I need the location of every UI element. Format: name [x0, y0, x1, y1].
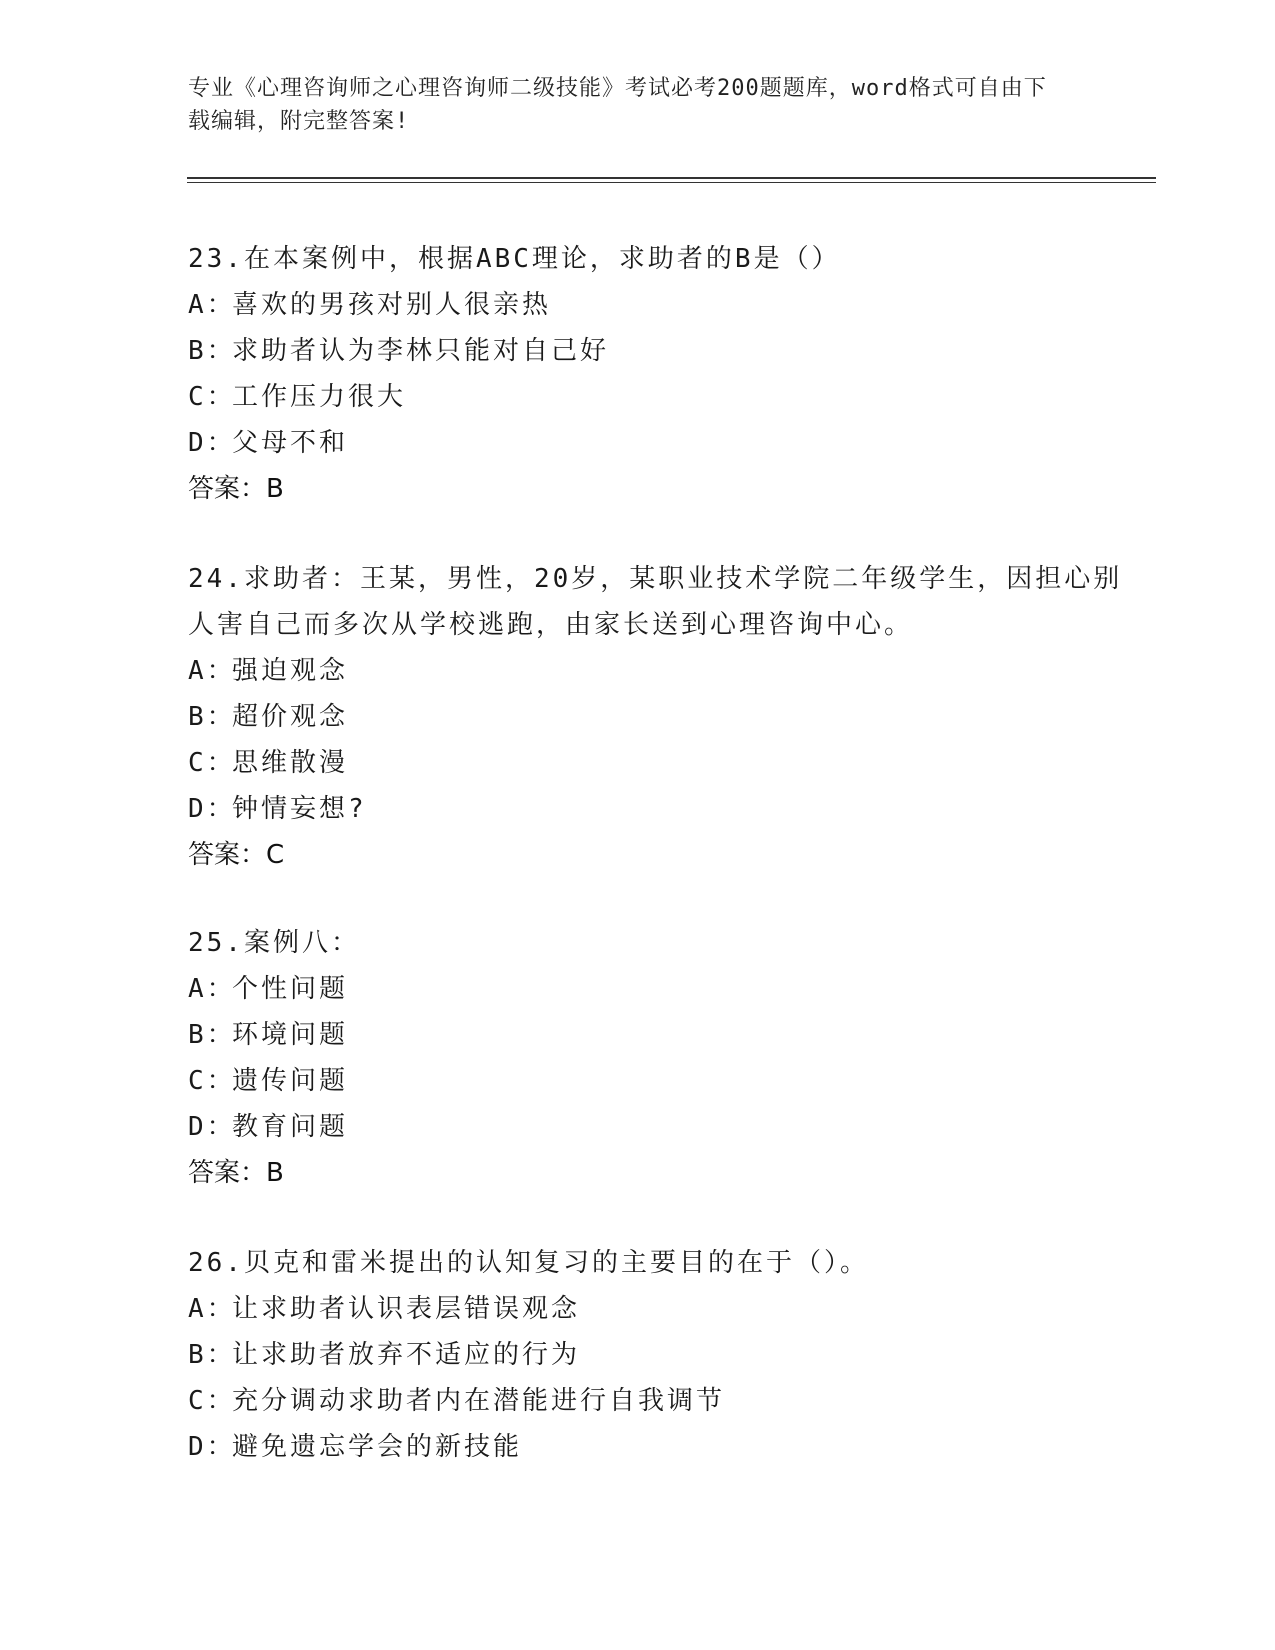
header-rule-thin [187, 182, 1156, 183]
option-a [188, 966, 1148, 1012]
option-key: D： [188, 428, 236, 458]
option-key: C： [188, 1066, 236, 1096]
option-a [188, 1286, 1148, 1332]
question-24 [188, 556, 1148, 878]
option-text: 父母不和 [232, 428, 349, 458]
question-text: 26.贝克和雷米提出的认知复习的主要目的在于（）。 [188, 1248, 869, 1278]
option-key: B： [188, 336, 236, 366]
answer-line: 答案：C [188, 840, 285, 870]
option-text: 环境问题 [232, 1020, 349, 1050]
option-d [188, 1424, 1148, 1470]
option-text: 让求助者认识表层错误观念 [232, 1294, 581, 1324]
option-text: 工作压力很大 [232, 382, 407, 412]
option-key: A： [188, 1294, 236, 1324]
option-text: 个性问题 [232, 974, 349, 1004]
option-text: 遗传问题 [232, 1066, 349, 1096]
option-d [188, 786, 1148, 832]
option-text: 钟情妄想? [232, 794, 367, 824]
option-key: B： [188, 1340, 236, 1370]
option-key: A： [188, 656, 236, 686]
header-rule-thick [187, 177, 1156, 179]
option-b [188, 328, 1148, 374]
option-d [188, 1104, 1148, 1150]
answer-line: 答案：B [188, 1158, 284, 1188]
answer-line: 答案：B [188, 474, 284, 504]
question-text: 24.求助者：王某，男性，20岁，某职业技术学院二年级学生，因担心别人害自己而多次从学校逃跑，由家长送到心理咨询中心。 [188, 564, 1123, 640]
option-key: C： [188, 382, 236, 412]
option-key: B： [188, 1020, 236, 1050]
option-text: 充分调动求助者内在潜能进行自我调节 [232, 1386, 726, 1416]
option-text: 避免遗忘学会的新技能 [232, 1432, 523, 1462]
option-a [188, 282, 1148, 328]
option-c [188, 740, 1148, 786]
option-d [188, 420, 1148, 466]
option-key: D： [188, 1432, 236, 1462]
document-intro: 专业《心理咨询师之心理咨询师二级技能》考试必考200题题库，word格式可自由下载编辑，附完整答案! [188, 76, 1047, 134]
option-c [188, 1058, 1148, 1104]
option-key: D： [188, 1112, 236, 1142]
option-text: 超价观念 [232, 702, 349, 732]
option-key: A： [188, 290, 236, 320]
option-key: A： [188, 974, 236, 1004]
option-key: B： [188, 702, 236, 732]
option-b [188, 1332, 1148, 1378]
option-key: C： [188, 748, 236, 778]
question-25 [188, 920, 1148, 1196]
option-text: 让求助者放弃不适应的行为 [232, 1340, 581, 1370]
option-c [188, 374, 1148, 420]
option-c [188, 1378, 1148, 1424]
question-text: 23.在本案例中，根据ABC理论，求助者的B是（） [188, 244, 841, 274]
option-b [188, 694, 1148, 740]
question-26 [188, 1240, 1148, 1470]
option-text: 强迫观念 [232, 656, 349, 686]
question-23 [188, 236, 1148, 512]
option-a [188, 648, 1148, 694]
option-key: C： [188, 1386, 236, 1416]
question-text: 25.案例八： [188, 928, 360, 958]
option-text: 思维散漫 [232, 748, 349, 778]
option-text: 喜欢的男孩对别人很亲热 [232, 290, 552, 320]
option-key: D： [188, 794, 236, 824]
option-b [188, 1012, 1148, 1058]
option-text: 求助者认为李林只能对自己好 [232, 336, 610, 366]
option-text: 教育问题 [232, 1112, 349, 1142]
